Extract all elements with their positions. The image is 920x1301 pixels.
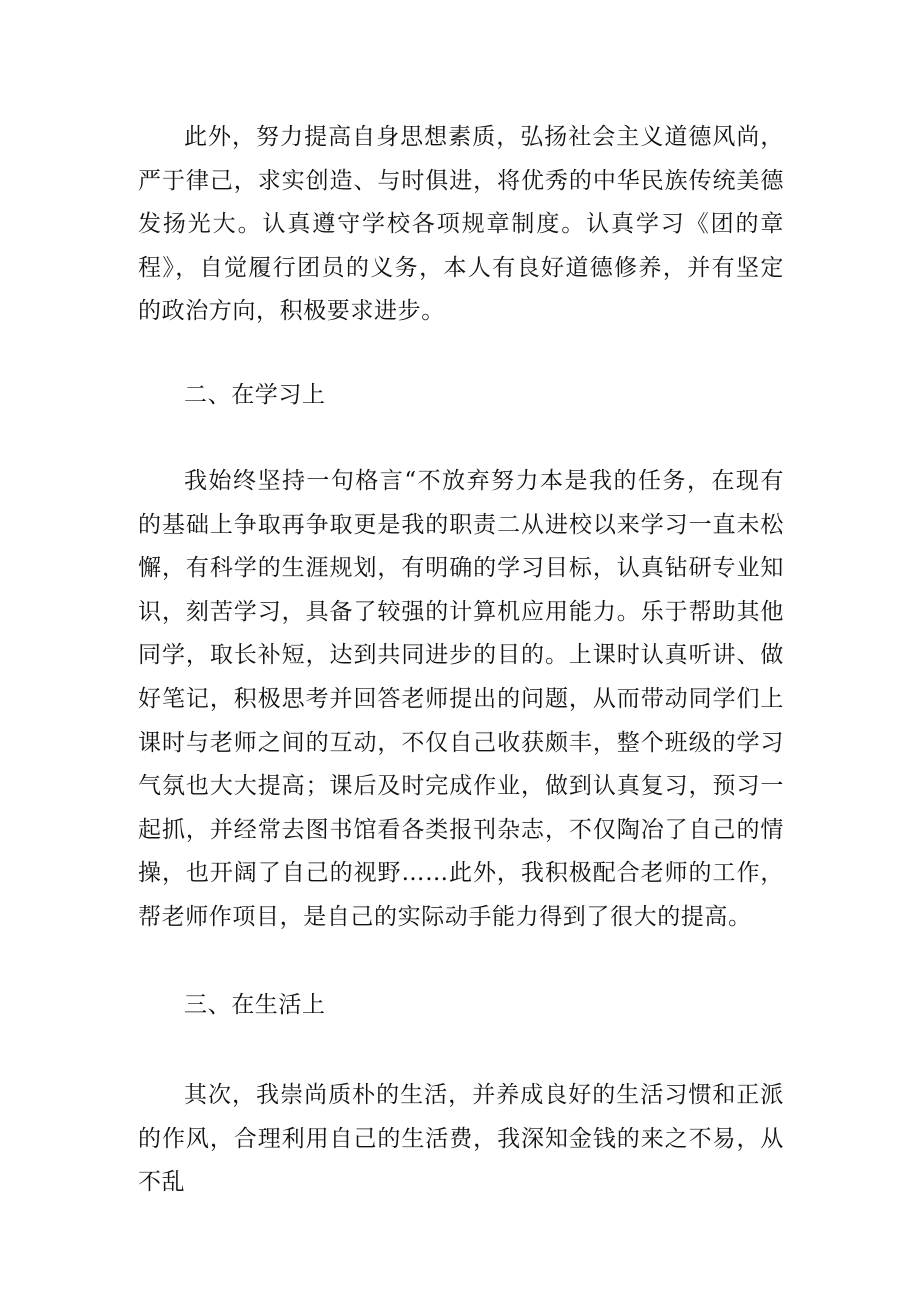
paragraph-moral-conduct: 此外，努力提高自身思想素质，弘扬社会主义道德风尚，严于律己，求实创造、与时俱进，将优秀的中华民族传统美德发扬光大。认真遵守学校各项规章制度。认真学习《团的章程》，自觉履行团员的义务，本人有良好道德修养，并有坚定的政治方向，积极要求进步。 <box>138 124 784 325</box>
section-heading-study: 二、在学习上 <box>184 382 326 408</box>
section-heading-life: 三、在生活上 <box>184 992 326 1018</box>
paragraph-life: 其次，我崇尚质朴的生活，并养成良好的生活习惯和正派的作风，合理利用自己的生活费，我深知金钱的来之不易，从不乱 <box>138 1082 784 1196</box>
paragraph-study: 我始终坚持一句格言“不放弃努力本是我的任务，在现有的基础上争取再争取更是我的职责二从进校以来学习一直未松懈，有科学的生涯规划，有明确的学习目标，认真钻研专业知识，刻苦学习，具备了较强的计算机应用能力。乐于帮助其他同学，取长补短，达到共同进步的目的。上课时认真听讲、做好笔记，积极思考并回答老师提出的问题，从而带动同学们上课时与老师之间的互动，不仅自己收获颇丰，整个班级的学习气氛也大大提高；课后及时完成作业，做到认真复习，预习一起抓，并经常去图书馆看各类报刊杂志，不仅陶冶了自己的情操，也开阔了自己的视野……此外，我积极配合老师的工作，帮老师作项目，是自己的实际动手能力得到了很大的提高。 <box>138 468 784 930</box>
